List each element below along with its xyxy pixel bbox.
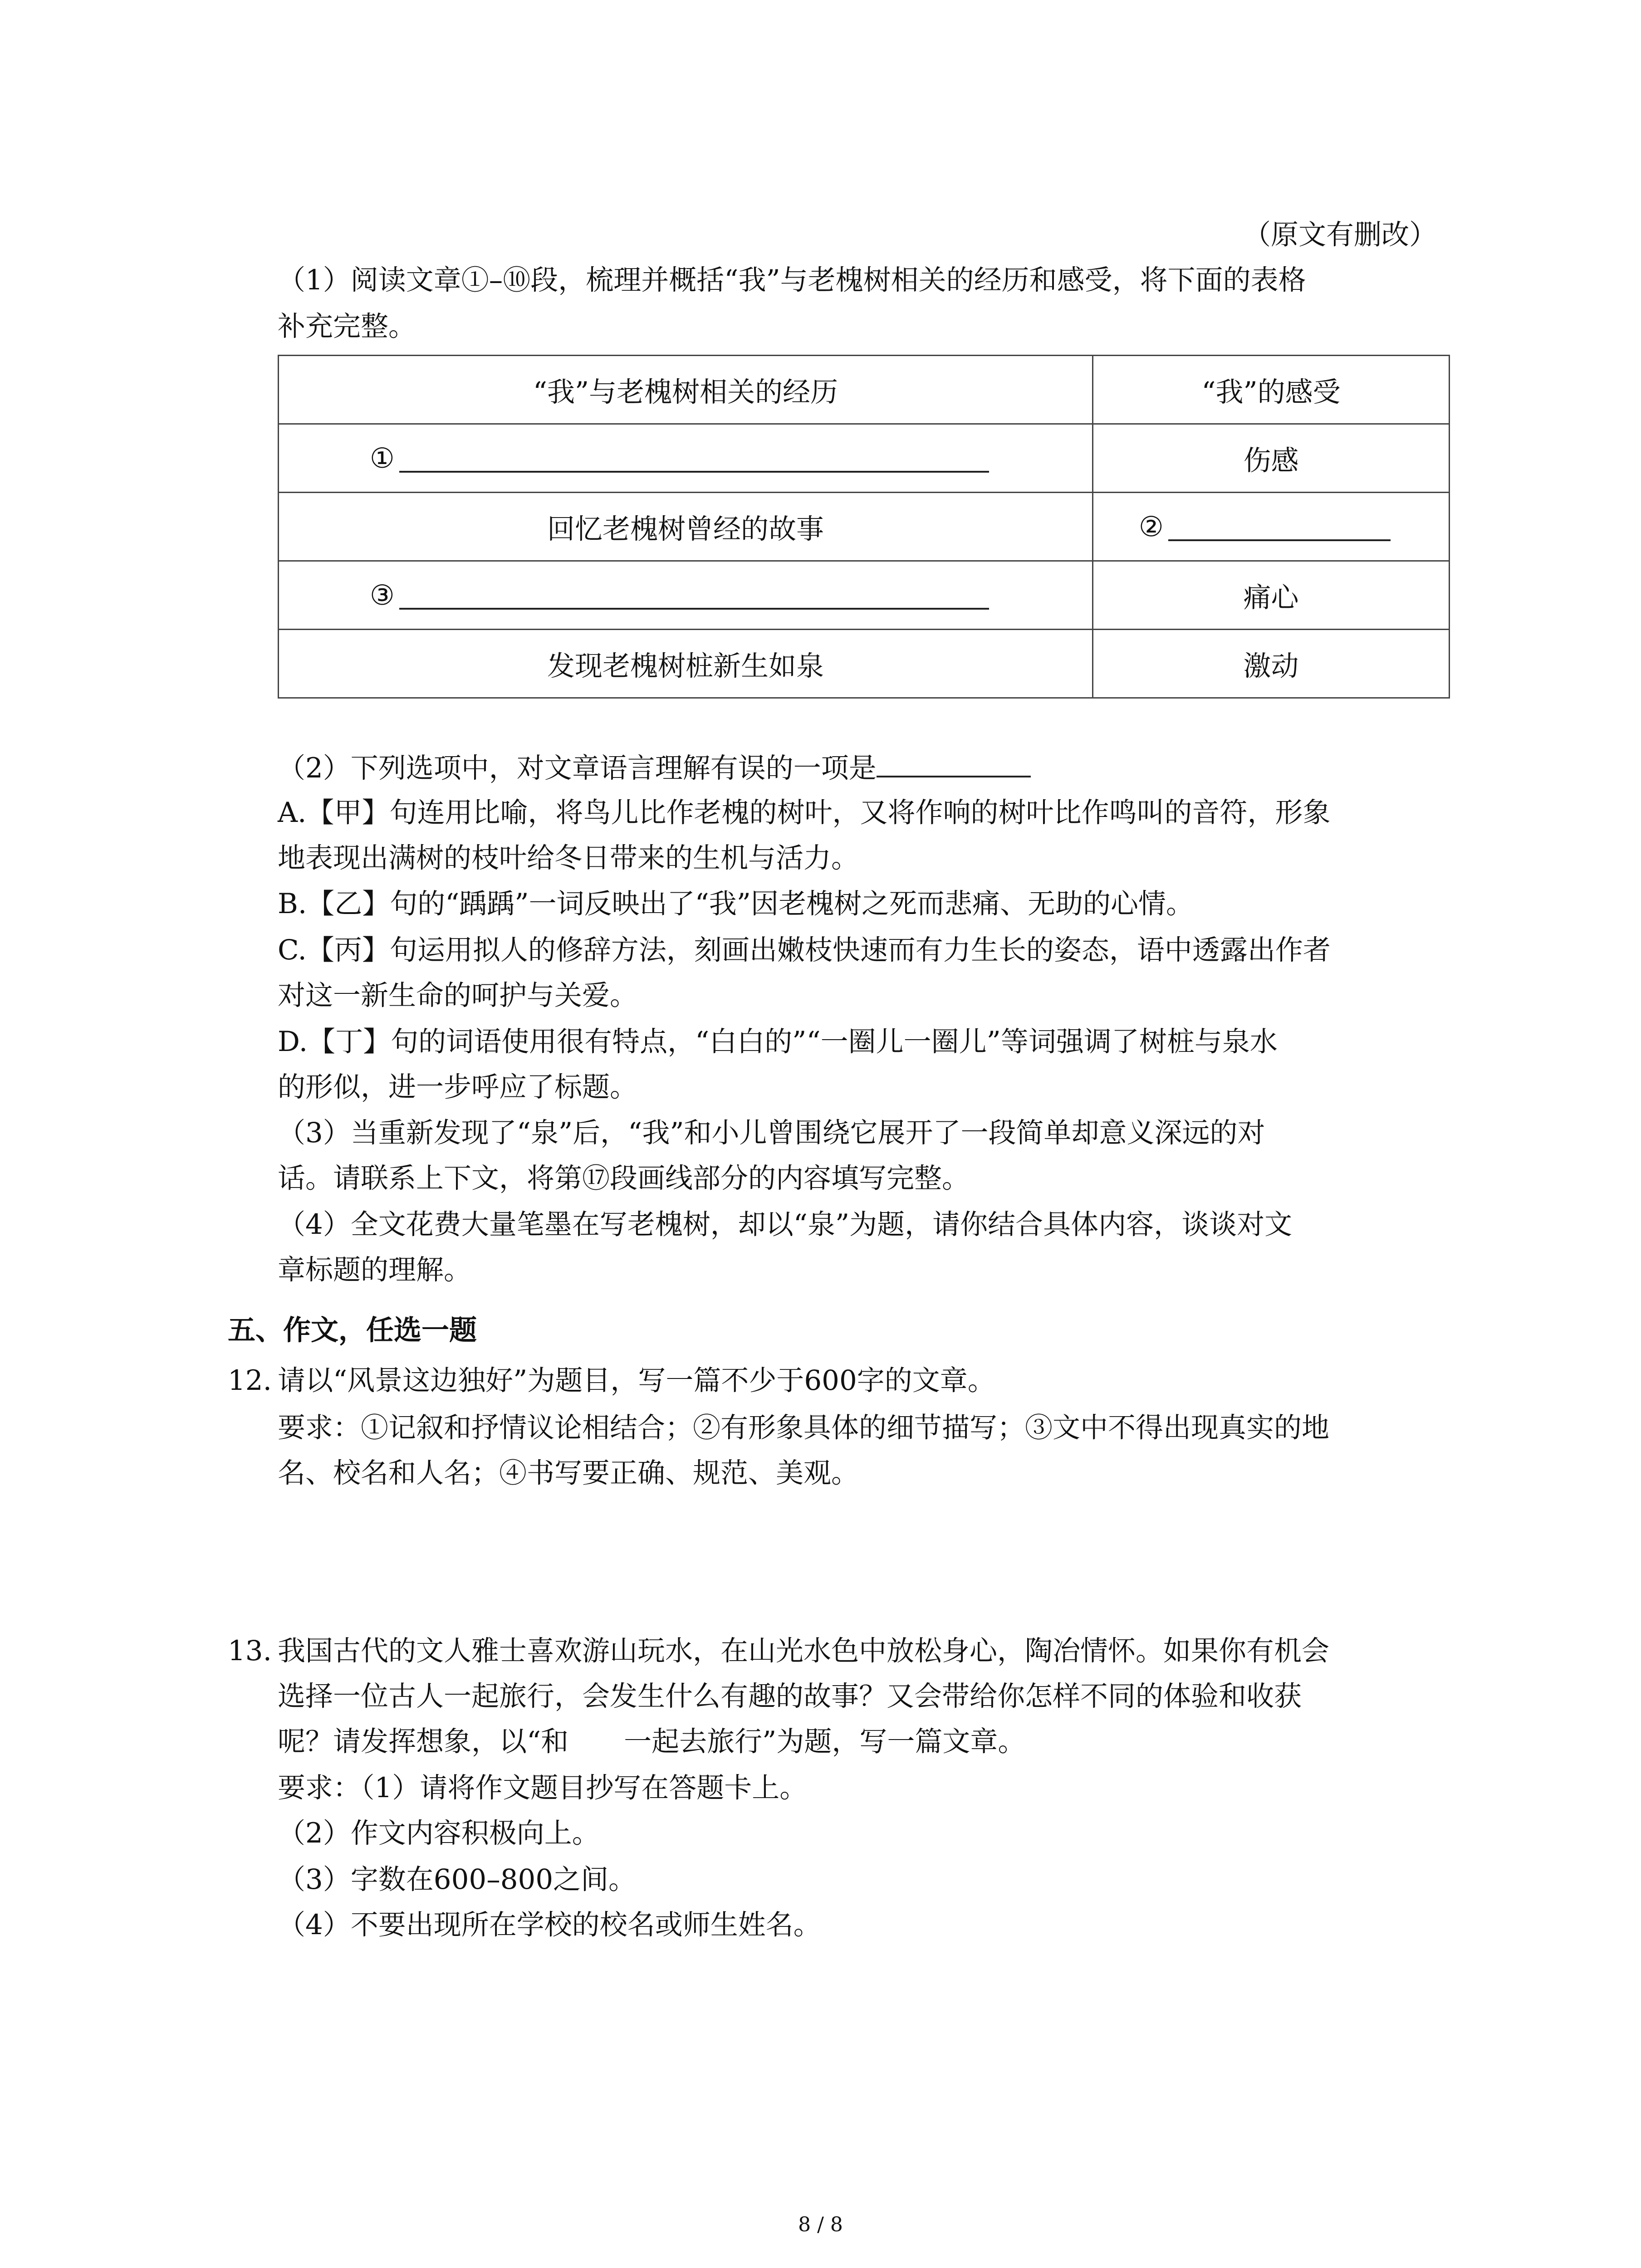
answer-blank-2[interactable] [1168,512,1391,541]
question-13-number: 13. [228,1635,272,1667]
page-number: 8 / 8 [798,2213,843,2236]
header-feeling: “我”的感受 [1093,356,1450,424]
question-4-line-1: （4）全文花费大量笔墨在写老槐树，却以“泉”为题，请你结合具体内容，谈谈对文 [278,1208,1293,1241]
question-13-line-1: 我国古代的文人雅士喜欢游山玩水，在山光水色中放松身心，陶冶情怀。如果你有机会 [278,1635,1330,1667]
feeling-cell: 激动 [1093,630,1450,698]
answer-blank-3[interactable] [399,581,989,610]
table-row [279,424,1450,493]
question-13-line-2: 选择一位古人一起旅行，会发生什么有趣的故事？又会带给你怎样不同的体验和收获 [278,1680,1302,1712]
question-3-line-2: 话。请联系上下文，将第⑰段画线部分的内容填写完整。 [278,1162,970,1194]
option-a-line-2: 地表现出满树的枝叶给冬日带来的生机与活力。 [278,842,859,874]
section-5-heading: 五、作文，任选一题 [228,1314,477,1346]
blank-marker-2: ② [1139,510,1164,543]
answer-blank-1[interactable] [399,444,989,473]
question-13-requirement-4: （4）不要出现所在学校的校名或师生姓名。 [278,1909,821,1941]
answer-blank-q2[interactable] [877,748,1031,777]
option-b-line-1: B.【乙】句的“踽踽”一词反映出了“我”因老槐树之死而悲痛、无助的心情。 [278,888,1194,920]
question-1-line-2: 补充完整。 [278,310,416,342]
option-a-line-1: A.【甲】句连用比喻，将鸟儿比作老槐的树叶，又将作响的树叶比作鸣叫的音符，形象 [278,797,1331,829]
table-row [279,493,1450,561]
question-13-requirement-1: 要求：（1）请将作文题目抄写在答题卡上。 [278,1772,808,1804]
question-12-line-1: 请以“风景这边独好”为题目，写一篇不少于600字的文章。 [278,1364,995,1397]
question-12-line-3: 名、校名和人名；④书写要正确、规范、美观。 [278,1457,859,1489]
source-note: （原文有删改） [1243,219,1437,251]
question-12-line-2: 要求：①记叙和抒情议论相结合；②有形象具体的细节描写；③文中不得出现真实的地 [278,1412,1330,1444]
header-experience: “我”与老槐树相关的经历 [279,356,1093,424]
question-3-line-1: （3）当重新发现了“泉”后，“我”和小儿曾围绕它展开了一段简单却意义深远的对 [278,1117,1265,1149]
experience-feeling-table [278,355,1450,699]
table-row [279,630,1450,698]
feeling-cell: 痛心 [1093,561,1450,630]
option-d-line-1: D.【丁】句的词语使用很有特点，“白白的”“一圈儿一圈儿”等词强调了树桩与泉水 [278,1026,1278,1058]
table-row [279,561,1450,630]
question-4-line-2: 章标题的理解。 [278,1254,472,1286]
option-d-line-2: 的形似，进一步呼应了标题。 [278,1071,638,1103]
question-13-line-3: 呢？请发挥想象，以“和 一起去旅行”为题，写一篇文章。 [278,1725,1026,1758]
feeling-cell: 伤感 [1093,424,1450,493]
question-12-number: 12. [228,1364,272,1397]
question-1-line-1: （1）阅读文章①–⑩段，梳理并概括“我”与老槐树相关的经历和感受，将下面的表格 [278,264,1306,296]
blank-marker-1: ① [370,442,395,474]
question-2-stem: （2）下列选项中，对文章语言理解有误的一项是 [278,748,1031,787]
option-c-line-1: C.【丙】句运用拟人的修辞方法，刻画出嫩枝快速而有力生长的姿态，语中透露出作者 [278,934,1331,966]
experience-cell: 回忆老槐树曾经的故事 [279,493,1093,561]
question-13-requirement-3: （3）字数在600–800之间。 [278,1863,637,1896]
table-header-row [279,356,1450,424]
blank-marker-3: ③ [370,579,395,611]
option-c-line-2: 对这一新生命的呵护与关爱。 [278,979,638,1012]
question-13-requirement-2: （2）作文内容积极向上。 [278,1817,600,1849]
experience-cell: 发现老槐树桩新生如泉 [279,630,1093,698]
